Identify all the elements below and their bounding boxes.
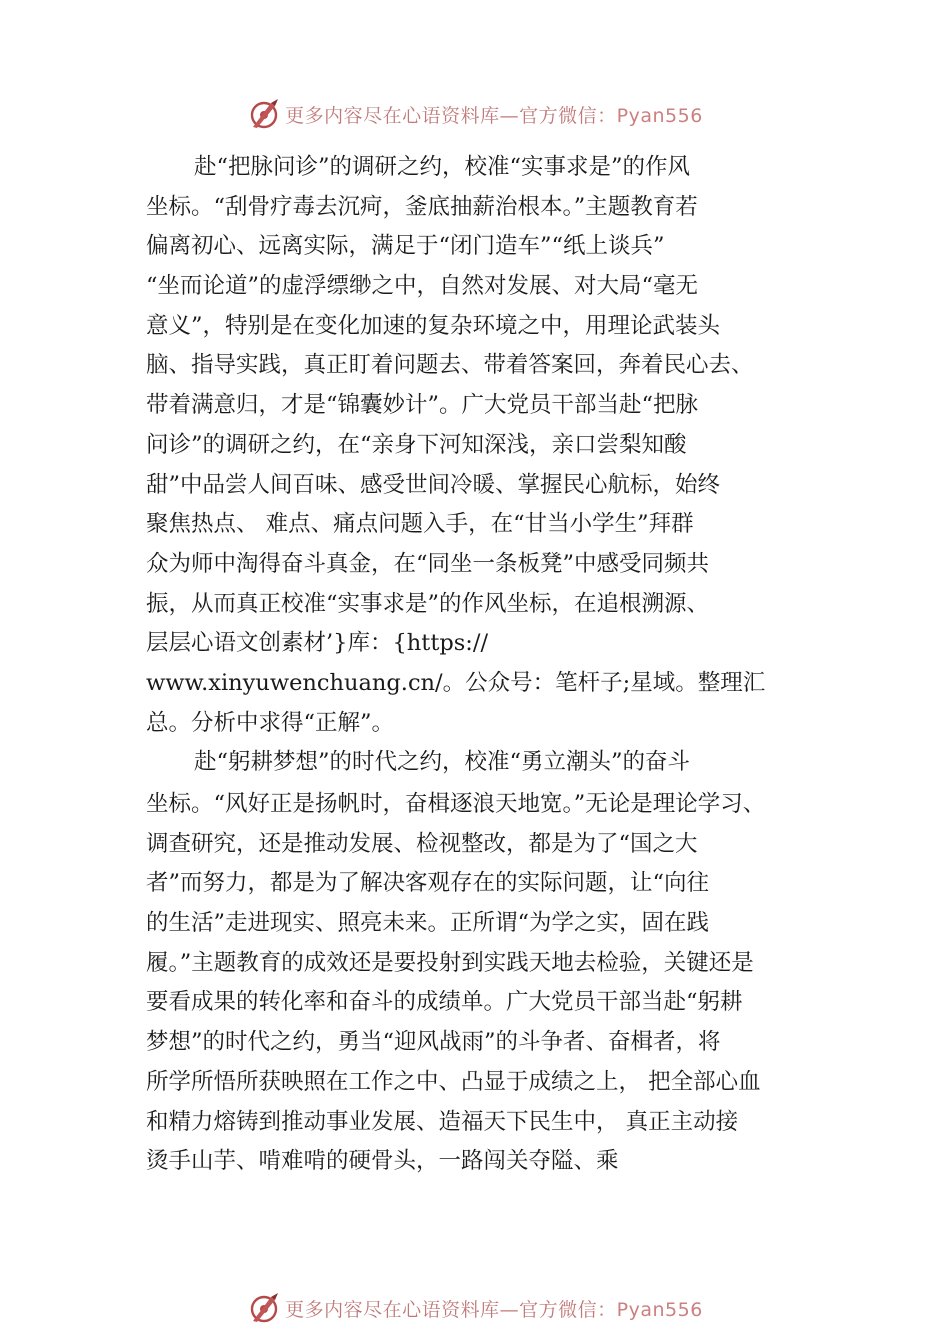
text-line: 坐标。“刮骨疗毒去沉疴，釜底抽薪治根本。”主题教育若 bbox=[146, 193, 698, 220]
text-line: 烫手山芋、啃难啃的硬骨头，一路闯关夺隘、乘 bbox=[146, 1148, 619, 1175]
text-line: 总。分析中求得“正解”。 bbox=[146, 709, 395, 736]
text-line: 众为师中淘得奋斗真金，在“同坐一条板凳”中感受同频共 bbox=[146, 550, 710, 577]
text-line: 层层心语文创素材’}库：{https:// bbox=[146, 630, 489, 657]
text-line: “坐而论道”的虚浮缥缈之中，自然对发展、对大局“毫无 bbox=[146, 273, 699, 300]
text-line: 聚焦热点、 难点、痛点问题入手，在“甘当小学生”拜群 bbox=[146, 511, 694, 538]
text-line: 甜”中品尝人间百味、感受世间冷暖、掌握民心航标，始终 bbox=[146, 471, 721, 498]
footer-banner bbox=[0, 1288, 950, 1328]
text-line: 要看成果的转化率和奋斗的成绩单。广大党员干部当赴“躬耕 bbox=[146, 989, 743, 1016]
banner-text: 更多内容尽在心语资料库—官方微信： bbox=[285, 104, 617, 127]
text-line: 履。”主题教育的成效还是要投射到实践天地去检验，关键还是 bbox=[146, 949, 754, 976]
text-line: 偏离初心、远离实际，满足于“闭门造车”“纸上谈兵” bbox=[146, 233, 665, 260]
wechat-id: Pyan556 bbox=[616, 104, 703, 127]
text-line: www.xinyuwenchuang.cn/。公众号：笔杆子;星域。整理汇 bbox=[146, 669, 766, 696]
text-line: 和精力熔铸到推动事业发展、造福天下民生中， 真正主动接 bbox=[146, 1108, 739, 1135]
text-line: 者”而努力，都是为了解决客观存在的实际问题，让“向往 bbox=[146, 870, 710, 897]
text-line: 赴“躬耕梦想”的时代之约，校准“勇立潮头”的奋斗 bbox=[194, 749, 691, 776]
banner-text: 更多内容尽在心语资料库—官方微信： bbox=[285, 1298, 617, 1321]
text-line: 的生活”走进现实、照亮未来。正所谓“为学之实，固在践 bbox=[146, 910, 710, 937]
text-line: 意义”，特别是在变化加速的复杂环境之中，用理论武装头 bbox=[146, 312, 721, 339]
text-line: 带着满意归，才是“锦囊妙计”。广大党员干部当赴“把脉 bbox=[146, 392, 699, 419]
text-line: 坐标。“风好正是扬帆时，奋楫逐浪天地宽。”无论是理论学习、 bbox=[146, 791, 766, 817]
wechat-id: Pyan556 bbox=[616, 1298, 703, 1321]
text-line: 调查研究，还是推动发展、检视整改，都是为了“国之大 bbox=[146, 830, 698, 857]
text-line: 脑、指导实践，真正盯着问题去、带着答案回，奔着民心去、 bbox=[146, 352, 754, 379]
document-body bbox=[146, 148, 836, 1182]
text-line: 振，从而真正校准“实事求是”的作风坐标，在追根溯源、 bbox=[146, 590, 710, 617]
text-line: 所学所悟所获映照在工作之中、凸显于成绩之上， 把全部心血 bbox=[146, 1068, 761, 1095]
quill-pen-logo-icon bbox=[247, 97, 281, 131]
quill-pen-logo-icon bbox=[247, 1291, 281, 1325]
text-line: 问诊”的调研之约，在“亲身下河知深浅，亲口尝梨知酸 bbox=[146, 431, 687, 458]
header-banner bbox=[0, 94, 950, 134]
text-line: 赴“把脉问诊”的调研之约，校准“实事求是”的作风 bbox=[194, 154, 691, 180]
text-line: 梦想”的时代之约，勇当“迎风战雨”的斗争者、奋楫者，将 bbox=[146, 1029, 721, 1056]
